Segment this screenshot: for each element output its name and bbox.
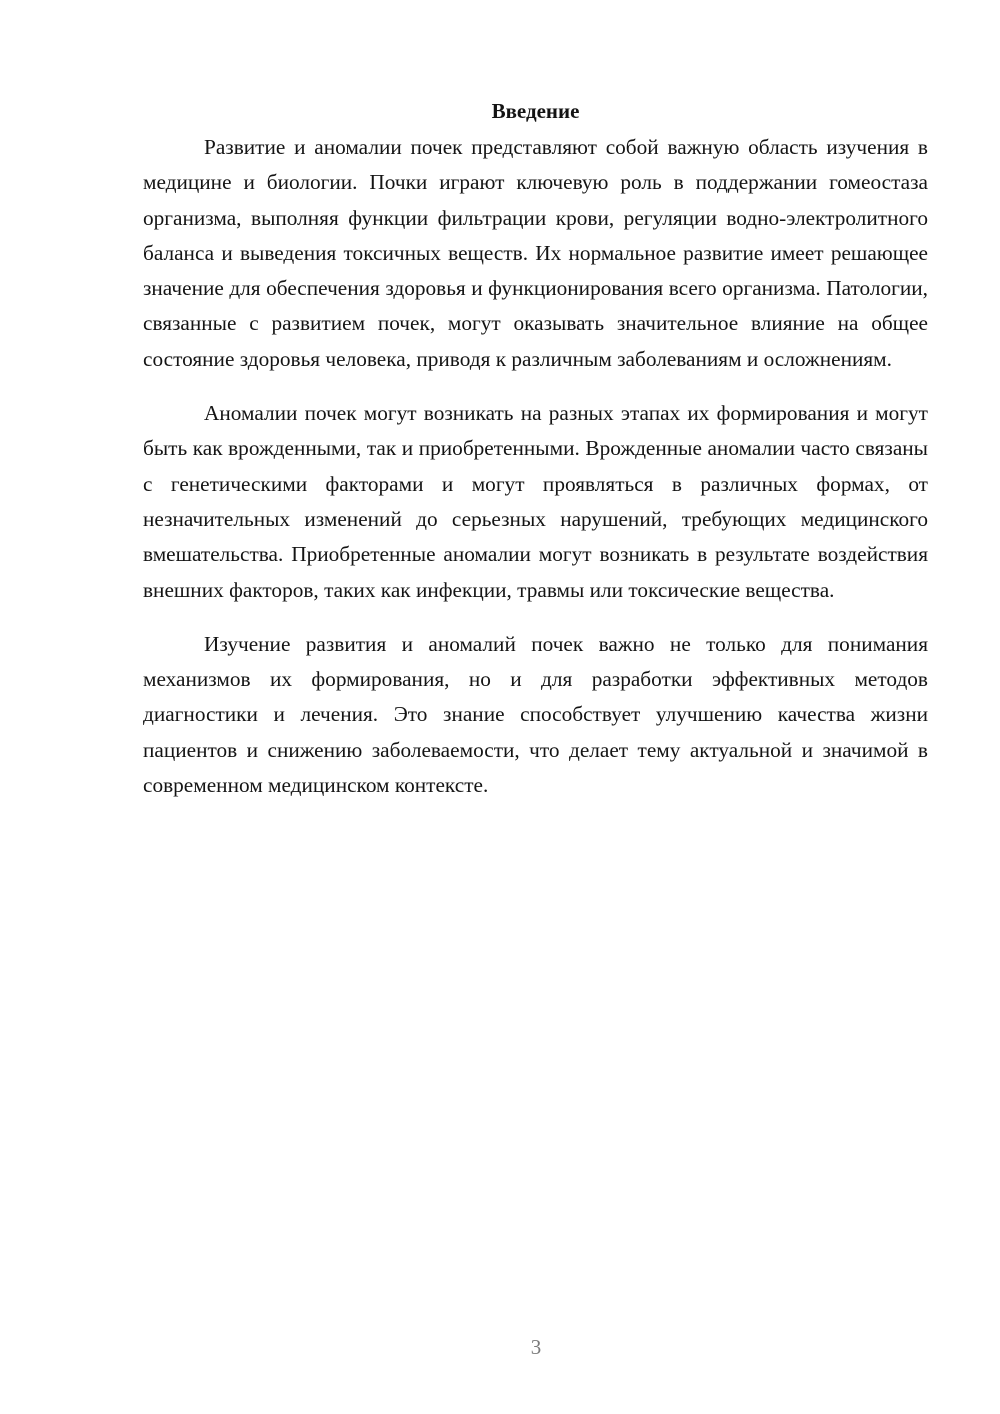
paragraph-3: Изучение развития и аномалий почек важно не только для понимания механизмов их формирования, но и для разработки эффективных методов диагностики и лечения. Это знание способствует улучшению качества жизни пациентов и снижению заболеваемости, что делает тему актуальной и значимой в современном медицинском контексте.	[143, 631, 928, 798]
section-heading: Введение	[491, 99, 580, 123]
paragraph-2: Аномалии почек могут возникать на разных этапах их формирования и могут быть как врожденными, так и приобретенными. Врожденные аномалии часто связаны с генетическими факторами и могут проявляться в различных формах, от незначительных изменений до серьезных нарушений, требующих медицинского вмешательства. Приобретенные аномалии могут возникать в результате воздействия внешних факторов, таких как инфекции, травмы или токсические вещества.	[143, 401, 928, 602]
page-body	[143, 96, 928, 803]
paragraph-1: Развитие и аномалии почек представляют собой важную область изучения в медицине и биологии. Почки играют ключевую роль в поддержании гомеостаза организма, выполняя функции фильтрации крови, регуляции водно-электролитного баланса и выведения токсичных веществ. Их нормальное развитие имеет решающее значение для обеспечения здоровья и функционирования всего организма. Патологии, связанные с развитием почек, могут оказывать значительное влияние на общее состояние здоровья человека, приводя к различным заболеваниям и осложнениям.	[143, 135, 928, 371]
page-number: 3	[530, 1335, 542, 1359]
